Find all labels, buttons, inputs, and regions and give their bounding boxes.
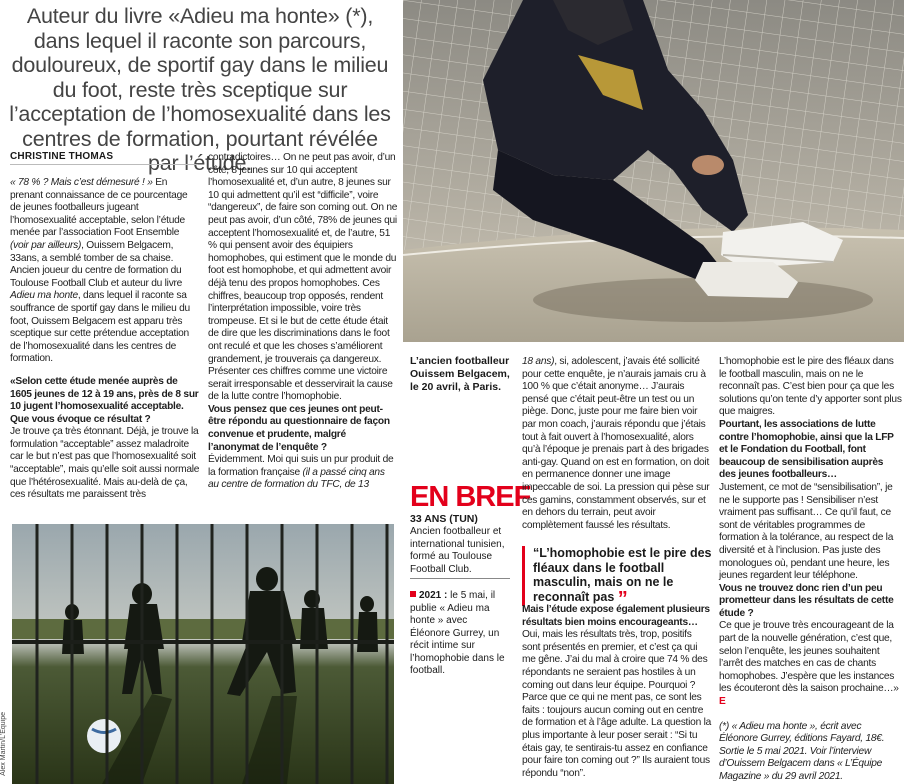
brief-divider — [410, 578, 510, 579]
question-5: Vous ne trouvez donc rien d’un peu prometteur dans les résultats de cette étude ? — [719, 582, 894, 619]
answer-2-aside: (il a passé cinq ans au centre de formation du TFC, de 13 — [208, 466, 385, 491]
answer-4: Justement, ce mot de “sensibilisation”, je ne le supporte pas ! Sensibiliser n’est vraiment pas suffisant… Ce qu’il faut, ce sont de véritables programmes de formation à la tolérance, au respect de la diversité et à l’inclusion. Pas juste des monologues où, pendant une heure, les jeunes regardent leur téléphone. — [719, 481, 894, 582]
answer-1: Je trouve ça très étonnant. Déjà, je trouve la formulation “acceptable” assez maladroite car le but n’est pas que l’homosexualité soit “acceptable”, mais qu’elle soit aussi normale que l’hétérosexualité. Mais au-delà de ça, ces résultats me paraissent très — [10, 426, 200, 501]
brief-item-text: le 5 mai, il publie « Adieu ma honte » avec Éléonore Gurrey, un récit intime sur l’homophobie dans le football. — [410, 590, 505, 676]
brief-age: 33 ANS (TUN) — [410, 513, 478, 525]
column-2 — [208, 152, 398, 492]
intro-text-d: , Ouissem Belgacem, 33ans, a semblé tomber de sa chaise. Ancien joueur du centre de formation du Toulouse Football Club et auteur du livre — [10, 239, 183, 289]
training-illustration — [12, 524, 394, 784]
brief-item — [410, 590, 510, 678]
answer-5-text: Ce que je trouve très encourageant de la part de la nouvelle génération, c’est que, selon l’enquête, les jeunes souhaitent l’arrêt des matches en cas de chants homophobes. J’espère que les instances les écouteront dès la saison prochaine…» — [719, 620, 899, 695]
pull-quote — [522, 546, 723, 610]
answer-2-continued — [522, 356, 712, 532]
photo-portrait — [403, 0, 904, 342]
intro-quote: « 78 % ? Mais c’est démesuré ! » — [10, 177, 153, 188]
answer-2-cont-text: , si, adolescent, j’avais été sollicité pour cette enquête, je n’aurais jamais cru à 100 % que c’était anonyme… J’aurais pensé que c’était peut-être un test ou un piège. Donc, juste pour me faire bien voir par mon coach, j’aurais répondu que j’étais tout à fait ouvert à l’homosexualité, alors qu’à l’époque je prenais part à des brigades anti-gay. Quand on est en formation, on doit en permanence donner une image impeccable de soi. La pression qui pèse sur ces gamins, constamment observés, sur et en dehors du terrain, peut avoir complètement faussé les résultats. — [522, 356, 710, 531]
answer-5 — [719, 620, 902, 708]
brief-description: Ancien footballeur et international tunisien, formé au Toulouse Football Club. — [410, 526, 505, 575]
question-4: Pourtant, les associations de lutte contre l’homophobie, ainsi que la LFP et le Fondation du Football, font beaucoup de sensibilisation auprès des jeunes footballeurs… — [719, 418, 894, 481]
close-quote-icon: ” — [617, 587, 628, 610]
brief-item-year: 2021 : — [419, 590, 448, 601]
intro-ref: (voir par ailleurs) — [10, 239, 82, 251]
question-1: «Selon cette étude menée auprès de 1605 jeunes de 12 à 19 ans, près de 8 sur 10 jugent l’homosexualité acceptable. Que vous évoque ce résultat ? — [10, 375, 199, 425]
end-mark-icon: E — [719, 696, 726, 708]
footnote: (*) « Adieu ma honte », écrit avec Éléonore Gurrey, éditions Fayard, 18€. Sortie le 5 mai 2021. Voir l’interview d’Ouissem Belgacem dans « L’Équipe Magazine » du 29 avril 2021. — [719, 720, 885, 782]
question-2: Vous pensez que ces jeunes ont peut-être répondu au questionnaire de façon convenue et prudente, malgré l’anonymat de l’enquête ? — [208, 403, 390, 453]
photo-training — [12, 524, 394, 784]
column-3-lower — [522, 604, 712, 780]
photo-caption: L’ancien footballeur Ouissem Belgacem, le 20 avril, à Paris. — [410, 355, 510, 393]
byline: CHRISTINE THOMAS — [10, 151, 198, 165]
column-1 — [10, 177, 200, 502]
photo-credit: Alex Martin/L’Équipe — [0, 712, 7, 776]
answer-1-continued: contradictoires… On ne peut pas avoir, d’un côté, 8 jeunes sur 10 qui acceptent l’homosexualité et, d’un autre, 8 jeunes sur 10 qui admettent qu’il est “difficile”, voire “dangereux”, de faire son coming out. On ne peut pas avoir, d’un côté, 78% de jeunes qui acceptent l’homosexualité et, de l’autre, 51 % qui pensent avoir des équipiers homophobes, qui estiment que le monde du foot est homophobe, et qui admettent avoir déjà tenu des propos homophobes. Ces chiffres, beaucoup trop opposés, rendent l’interprétation impossible, voire très trompeuse. Et si le but de cette étude était de dire que les discriminations dans le foot ont reculé et que les choses s’améliorent grandement, je trouverais ça dangereux. Présenter ces chiffres comme une victoire serait irresponsable et desservirait la cause de la lutte contre l’homophobie. — [208, 152, 398, 403]
answer-2-aside-end: 18 ans) — [522, 356, 555, 367]
brief-title: EN BREF — [410, 481, 531, 513]
pull-quote-text: “L’homophobie est le pire des fléaux dans le football masculin, mais on ne le reconnaît pas — [533, 546, 712, 604]
question-3: Mais l’étude expose également plusieurs résultats bien moins encourageants… — [522, 604, 710, 628]
answer-3: Oui, mais les résultats très, trop, positifs sont présentés en premier, et c’est ça qui me gêne. J’ai du mal à croire que 74 % des répondants ne seraient pas hostiles à un coming out dans leur équipe. Pourquoi ? Parce que ce qui ne ment pas, ce sont les faits : toujours aucun coming out en centre de formation et à l’âge adulte. La question la plus importante à leur poser serait : “Si tu étais gay, te sentirais-tu assez en confiance pour faire ton coming out ?” Ils auraient tous répondu “non”. — [522, 629, 711, 779]
intro-text-b: En prenant connaissance de ce pourcentage de jeunes footballeurs jugeant l’homosexualité acceptable, selon l’étude menée par l’association Foot Ensemble — [10, 177, 188, 239]
article-lead: Auteur du livre «Adieu ma honte» (*), dans lequel il raconte son parcours, douloureux, de sportif gay dans le milieu du foot, reste très sceptique sur l’acceptation de l’homosexualité dans les centres de formation, pourtant révélée par l’étude. — [9, 4, 391, 175]
column-3 — [522, 356, 712, 532]
answer-2 — [208, 454, 398, 492]
answer-2-text: Évidemment. Moi qui suis un pur produit de la formation française — [208, 454, 394, 478]
answer-3-continued: L’homophobie est le pire des fléaux dans le football masculin, mais on ne le reconnaît pas. C’est bien pour ça que les solutions qu’on tente d’y apporter sont plus que maigres. — [719, 356, 902, 418]
portrait-illustration — [403, 0, 904, 342]
intro-paragraph — [10, 177, 200, 366]
book-title: Adieu ma honte — [10, 290, 78, 302]
bullet-square-icon — [410, 591, 416, 597]
column-4 — [719, 356, 902, 784]
intro-text-f: , dans lequel il raconte sa souffrance de sportif gay dans le milieu du foot, Ouissem Belgacem est apparu très sceptique sur cette prétendue acceptation de l’homosexualité dans les centres de formation. — [10, 290, 190, 365]
